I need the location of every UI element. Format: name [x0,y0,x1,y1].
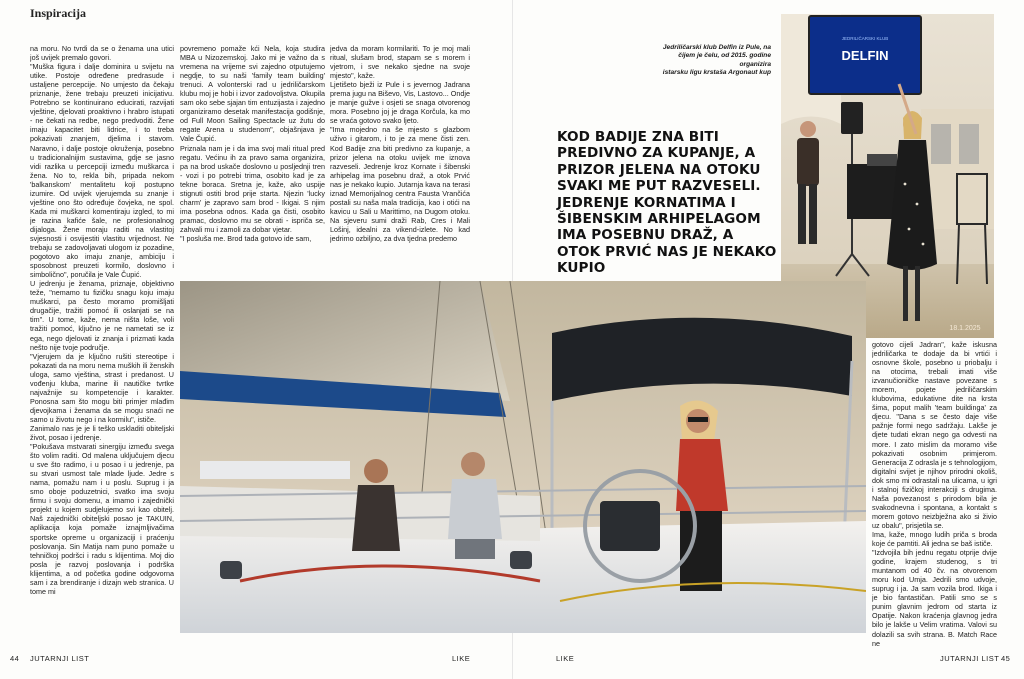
caption-line: Jedriličarski klub Delfin iz Pule, na [662,44,771,51]
photo-date-stamp: 18.1.2025 [949,325,981,332]
paragraph: na moru. No tvrdi da se o ženama una utici još uvijek premalo govori. [30,44,174,63]
pull-quote: KOD BADIJE ZNA BITI PREDIVNO ZA KUPANJE, A PRIZOR JELENA NA OTOKU SVAKI ME PUT RAZVESELI. JEDRENJE KORNATIMA I ŠIBENSKIM ARHIPELAGOM IMA POSEBNU DRAŽ, A OTOK PRVIĆ NAS JE NEKAKO KUPIO [557,129,777,277]
right-publication-name: JUTARNJI LIST [940,654,1000,663]
paragraph: "Pokušava mstvarati sinergiju između svega što volim raditi. Od malena uključujem djecu u sve što radimo, i u posao i u jedrenje, pa su stvari usmost tale mlade ljude. Jedre s nama, pomažu nam i u poslu. Suprug i ja smo oboje poduzetnici, svatko ima svoju firmu i svoju domenu, a imamo i zajednički projekt u kojem sudjelujemo svi kao obitelj. Naš zajednički obiteljski posao je TAKUIN, aplikacija koja pomaže iznajmljivačima sportske opreme u organizaciji i praćenju poslovanja. Sin Matija nam puno pomaže u tehničkoj podršci i radu s klijentima. Moj dio posla je razvoj poslovanja i podrška klijentima, a od početka godine odgovorna sam i za brendiranje i dizajn web stranica. U tome mi [30,442,174,596]
right-page-section-footer: LIKE [556,654,575,663]
article-column-3 [330,44,470,274]
caption-line: čijem je čelu, od 2015. godine organizira [678,52,771,68]
article-column-2 [180,44,325,274]
paragraph: "Ima mojedno na še mjesto s glazbom uživo i gitarom, i to je za mene čisti zen. Kod Badije zna biti predivno za kupanje, a prizor jelena na otoku uvijek me iznova razveseli. Jedrenje kroz Kornate i šibenski arhipelag ima posebnu draž, a otok Prvić nas je nekako kupio. Jutarnja kava na terasi iznad Memorijalnog centra Fausta Vrančića postali su naša mala tradicija, kao i otići na kavicu u Sali u Marittimo, na Dugom otoku. Na sjeveru sumi draži Rab, Cres i Mali Lošinj, idealni za vikend-izlete. No kad jedrimo ozbiljno, za dva tjedna predemo [330,125,470,243]
photo-caption [645,44,771,78]
left-page-section-footer: LIKE [452,654,471,663]
left-page-number: 44 [10,654,20,663]
paragraph: "Izdvojila bih jednu regatu otprije dvije godine, krajem studenog, s tri muntanom od 40 čv. na otvorenom moru kod Umja. Jedrili smo udvoje, suprug i ja. Ja sam vozila brod. Ikiga i je bio fantastičan. Patili smo se s punim glavnim jedrom od starta iz Opatije. Nakon kraćenja glavnog jedra bilo je lakše u Velim vratima. Valovi su dolazili sa svih strana. B. Match Race ne [872,548,997,648]
paragraph: gotovo cijeli Jadran", kaže iskusna jedriličarka te dodaje da bi vrtići i osnovne škole, posebno u priobalju i na otocima, trebali imati više izvanučioničke nastave povezane s morem, pojete jedriličarskim klubovima, edukativne dite na krsta šima, poput malih 'team buildinga' za djecu. "Dana s se često daje više pažnje formi nego sadržaju. Lakše je djete tudati ekran nego ga odvesti na more. I zato mislim da moramo više pokazivati osobnim primjerom. Generacija Z odrasla je s tehnologijom, digitalni svijet je njihov prirodni okoliš, dok smo mi odrastali na ulicama, u igri i stalnoj fizičkoj interakciji s drugima. Naša povezanost s prirodom bila je svakodnevna i spontana, a kontakt s morem gotovo neizbježna ako si živio uz obalu", prisjetila se. [872,340,997,530]
screen-subtitle: JEDRILIČARSKI KLUB [841,36,889,41]
article-column-4 [872,340,1000,666]
sailing-illustration [180,281,866,633]
paragraph: U jedrenju je ženama, priznaje, objektivno teže, "nemamo tu fizičku snagu koju imaju muškarci, pa često moramo promišljati drugačije, tražiti pomoć ili oslanjati se na tim". U tome, kaže, nema ništa loše, voli tražiti pomoć, ključno je ne nametati se iz ega, nego djelovati iz znanja i prizmati kada nešto nije tvoje područje. [30,279,174,352]
paragraph: povremeno pomaže kći Nela, koja studira MBA u Nizozemskoj. Jako mi je važno da s vremena na vrijeme svi zajedno otputujemo negdje, to su naši 'family team building' trenuci. A volonterski rad u jedriličarskom klubu moj je hobi i izvor zadovoljstva. Okupila sam oko sebe sjajan tim entuzijasta i zajedno organiziramo desetak manifestacija godišnje, od Full Moon Sailing Spectacle uz žutu do regate Arena u studenom", objašnjava je Vale Čupić. [180,44,325,144]
paragraph: Zanimalo nas je je li teško uskladiti obiteljski život, posao i jedrenje. [30,423,174,443]
paragraph: "Vjerujem da je ključno rušiti stereotipe i pokazati da na moru nema muških ili ženskih uloga, samo vještina, strast i predanost. U vođenju kluba, marine ili nautičke tvrtke najvažnije su kompetencije i karakter. Ponosna sam što mogu biti primjer mlađim djevojkama i ženama da se mogu snaći ne samo u životu nego i na kormilu", ističe. [30,351,174,424]
caption-line: istarsku ligu krstaša Argonaut kup [662,69,771,77]
paragraph: Priznala nam je i da ima svoj mali ritual pred regatu. Većinu ih za pravo sama organizira, pa na brod uskače doslovno u posljednji tren - vozi i po potrebi trima, osobito kad je za tekne boraca. Sretna je, kaže, ako uspije stignuti ostiti brod prije starta. Njezin 'lucky charm' je zapravo sam brod - Ikigai. S njim ima posebna odnos. Kada ga čisti, osobito pramac, doslovno mu se obrati - ispriča se, zahvali mu i zamoli za dobar vjetar. [180,143,325,234]
paragraph: Ljetišeto bježi iz Pule i s jevernog Jadrana prema jugu na Biševo, Vis, Lastovo... Ondje je manje gužve i osjeti se snaga otvorenog mora. Posebno joj je draga Korčula, ka mo se vraća gotovo svako ljeto. [330,80,470,126]
section-label: Inspiracija [30,6,87,20]
screen-title: DELFIN [841,48,889,63]
sailing-crew-photo [180,281,866,633]
article-column-1 [30,44,174,634]
paragraph: Ima, kaže, mnogo ludih priča s broda koje će pamtiti. Ali jedna se baš ističe. [872,529,997,549]
paragraph: jedva da moram kormilariti. To je moj mali ritual, slušam brod, stapam se s morem i vjetrom, i sve nekako sjedne na svoje mjesto", kaže. [330,44,470,81]
paragraph: "I posluša me. Brod tada gotovo ide sam, [180,233,312,243]
paragraph: "Muška figura i dalje dominira u svijetu na utike. Postoje određene predrasude i ustaljene percepcije. No umjesto da čekaju priznanje, žene trebaju preuzeti inicijativu. Potrebno se kontinuirano educirati, razvijati vještine, djelovati proaktivno i hrabro istupati - ne čekati na redbe, nego predvoditi. Žene imaju kapacitet biti lidrice, i to treba pokazivati znanjem, djelima i stavom. Naravno, i dalje postoje okruženja, posebno u tradicionalnijim sustavima, gdje se jasno vidi razlika u percepciji između muškarca i žena. No to, rekla bih, pripada nekom 'balkanskom' mentalitetu koji postupno izumire. Od uvijek vjerujemda su znanje i vještine ono što određuje čovjeka, ne spol. Kada mi muškarci komentiraju izgled, to mi je razina kafiće šale, ne profesionalnog dijaloga. Žene moraju raditi na vlastitoj svjesnosti i osvijestiti vlastitu vrijednost. Ne trebaju se zadovoljavati ulogom iz pozadine, pogotovo ako imaju znanje, ambiciju i sposobnost preuzeti kormilo, doslovno i simbolično", poručila je Vale Čupić. [30,62,174,280]
right-page-number: 45 [1001,654,1011,663]
left-publication-name: JUTARNJI LIST [30,654,90,663]
